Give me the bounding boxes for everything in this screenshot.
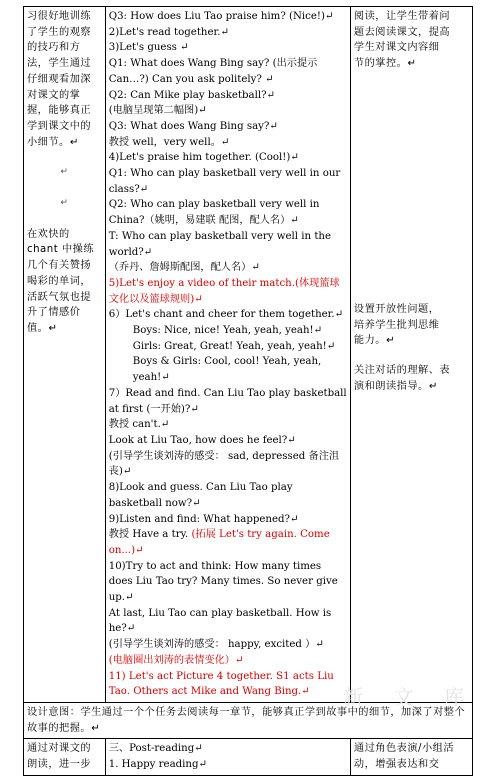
procedure-line (109, 339, 347, 355)
right-note-line: 阅读，让学生带着问 (353, 11, 451, 22)
procedure-line (109, 88, 347, 104)
procedure-line (109, 150, 347, 166)
procedure-text: 教授 well，very well。↵ (108, 136, 230, 148)
procedure-line (109, 56, 347, 87)
intent-note-1 (354, 9, 469, 72)
procedure-text: 教授 can't.↵ (108, 419, 170, 431)
left-note-line: 对课文的掌 (27, 89, 81, 101)
table-row (24, 7, 473, 703)
procedure-text: （乔丹、詹姆斯配图，配人名）↵ (108, 262, 260, 274)
procedure-line (109, 449, 347, 480)
left-note-line: 喝彩的单词， (27, 275, 92, 287)
method-note-2 (27, 227, 102, 337)
intent-note-3 (354, 363, 469, 394)
procedure-line (109, 354, 347, 385)
procedure-line (109, 559, 347, 606)
procedure-text: (电脑圈出刘涛的表情变化）↵ (108, 654, 244, 666)
procedure-text: (引导学生谈刘涛的感受： sad, depressed 备注沮丧)↵ (108, 450, 340, 478)
procedure-line (109, 135, 347, 151)
procedure-text: 5)Let's enjoy a video of their match.(体现篮球文化以及篮球规则)↵ (108, 277, 340, 305)
procedure-text: Q1: What does Wang Bing say? (出示提示 Can…?) Can you ask politely? ↵ (108, 58, 318, 85)
procedure-text: Girls: Great, Great! Yeah, yeah, yeah!↵ (132, 340, 336, 352)
left-note-line: 学到课文中的 (27, 120, 92, 132)
left-note-line: 小细节。↵ (27, 136, 79, 148)
procedure-text: Q2: Who can play basketball very well in China?（姚明，易建联 配图，配人名）↵ (108, 199, 320, 227)
procedure-text: (引导学生谈刘涛的感受： happy, excited ）↵ (108, 639, 324, 651)
procedure-line (109, 653, 347, 669)
procedure-text: Q1: Who can play basketball very well in our class?↵ (108, 168, 341, 195)
bottom-left-cell: 通过对课文的朗读，进一步 (24, 739, 106, 775)
bottom-middle-cell (105, 739, 350, 775)
right-note-line: 关注对话的理解、表 (353, 364, 451, 376)
left-note-line: 升了情感价 (27, 307, 81, 319)
procedure-line (109, 386, 347, 417)
procedure-line (109, 166, 347, 197)
procedure-line (109, 417, 347, 433)
intent-note-2 (354, 302, 469, 349)
procedure-text: 7）Read and find. Can Liu Tao play basketball at first (一开始)?↵ (108, 387, 347, 415)
procedure-text: Q3: What does Wang Bing say?↵ (108, 120, 278, 132)
happy-reading-item: 1. Happy reading↵ (108, 759, 208, 771)
procedure-line (109, 9, 347, 25)
bottom-right-cell: 通过角色表演/小组活动，增强表达和交 (350, 739, 472, 775)
procedure-text: 3)Let's guess ↵ (108, 42, 189, 54)
procedure-text: 8)Look and guess. Can Liu Tao play basketball now?↵ (108, 482, 293, 509)
procedure-line (109, 119, 347, 135)
procedure-line (109, 307, 347, 323)
left-note-line: 在欢快的 (27, 228, 70, 240)
procedure-line (109, 197, 347, 228)
left-note-line: 的技巧和方 (27, 42, 81, 54)
middle-column-cell (105, 7, 350, 703)
procedure-text: 4)Let's praise him together. (Cool!)↵ (108, 152, 299, 164)
right-note-line: 培养学生批判思维 (353, 319, 440, 331)
procedure-line (109, 480, 347, 511)
procedure-text: Boys: Nice, nice! Yeah, yeah, yeah!↵ (132, 325, 323, 337)
right-note-line: 设置开放性问题， (353, 303, 440, 315)
procedure-line (109, 260, 347, 276)
procedure-line (109, 512, 347, 528)
right-note-line: 演和朗读指导。↵ (353, 380, 438, 392)
right-note-line: 题去阅读课文，提高 (353, 26, 451, 38)
procedure-text: Q2: Can Mike play basketball?↵ (108, 89, 276, 101)
right-note-line: 能力。↵ (353, 335, 395, 347)
left-note-line: 握，能够真正 (27, 105, 92, 117)
table-row (24, 739, 473, 775)
left-column-cell: 习很好地训练 了学生的观察 的技巧和方 法，学生通过 仔细观看加深 对课文的掌 握，能够真正 学到课文中的 小细节。↵ ↵ ↵ 在欢快的 chant 中操练 几个有关赞扬 喝彩的单词， 活跃气氛也提 升了情感价 值。↵ (24, 7, 106, 703)
left-note-line: 仔细观看加深 (27, 73, 92, 85)
procedure-line (109, 606, 347, 637)
procedure-line (109, 323, 347, 339)
procedure-text: 教授 Have a try. (108, 529, 192, 541)
method-note-1 (27, 9, 102, 150)
left-note-line: chant 中操练 (27, 244, 95, 256)
procedure-text: 9)Listen and find: What happened?↵ (108, 513, 299, 525)
procedure-text: 10)Try to act and think: How many times does Liu Tao try? Many times. So never give up.↵ (108, 560, 338, 604)
watermark: 新 文 库 (343, 685, 476, 709)
procedure-text: T: Who can play basketball very well in the world?↵ (108, 230, 332, 258)
right-note-line: 学生对课文内容细 (353, 42, 440, 54)
left-note-line: 几个有关赞扬 (27, 260, 92, 272)
procedure-line (109, 637, 347, 653)
procedure-text: (电脑呈现第二幅图)↵ (108, 105, 207, 117)
left-note-line: 习很好地训练 (27, 11, 92, 22)
procedure-text: 2)Let's read together.↵ (108, 26, 230, 38)
right-note-line: 节的掌控。↵ (353, 58, 417, 70)
procedure-line (109, 276, 347, 307)
procedure-text: 6）Let's chant and cheer for them together.↵ (108, 309, 344, 321)
extension-note: (拓展 Let's try again. Come on...)↵ (108, 529, 330, 556)
procedure-text: Q3: How does Liu Tao praise him? (Nice!)↵ (108, 11, 334, 22)
procedure-line (109, 433, 347, 449)
lesson-plan-table (23, 6, 473, 776)
left-note-line: 了学生的观察 (27, 26, 92, 38)
left-note-line: 活跃气氛也提 (27, 291, 92, 303)
procedure-text: At last, Liu Tao can play basketball. How is he?↵ (108, 607, 332, 635)
left-note-line: 法，学生通过 (27, 58, 92, 70)
procedure-line (109, 527, 347, 558)
procedure-line (109, 229, 347, 260)
procedure-text: Look at Liu Tao, how does he feel?↵ (108, 434, 296, 446)
left-note-line: 值。↵ (27, 322, 58, 334)
procedure-line (109, 40, 347, 56)
procedure-text: 11) Let's act Picture 4 together. S1 acts Liu Tao. Others act Mike and Wang Bing.↵ (108, 670, 334, 698)
procedure-text: Boys & Girls: Cool, cool! Yeah, yeah, yeah!↵ (132, 356, 322, 384)
post-reading-heading: 三、Post-reading↵ (108, 743, 203, 755)
procedure-line (109, 669, 347, 700)
right-column-cell (350, 7, 472, 703)
procedure-line (109, 25, 347, 41)
design-intent-cell: 设计意图：学生通过一个个任务去阅读每一章节，能够真正学到故事中的细节，加深了对整个故事的把握。↵ (24, 702, 473, 738)
procedure-line (109, 103, 347, 119)
